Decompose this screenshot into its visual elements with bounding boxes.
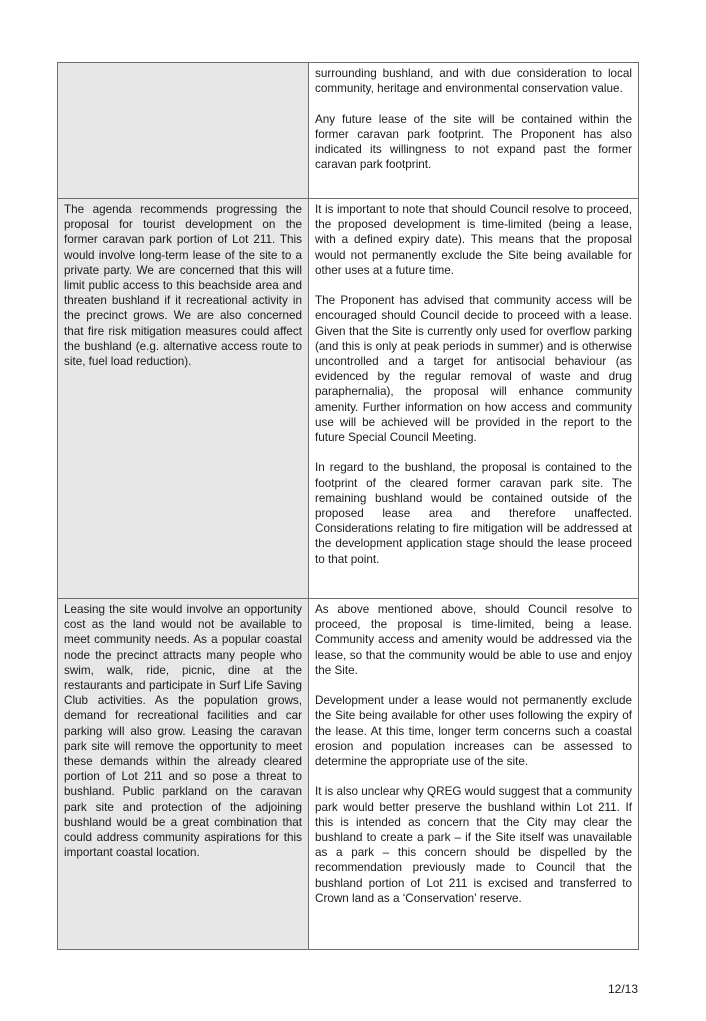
response-paragraph: Any future lease of the site will be contained within the former caravan park footprint. The Proponent has also indicated its willingness to not expand past the former caravan park footprint.	[315, 112, 632, 172]
response-paragraph: As above mentioned above, should Council resolve to proceed, the proposal is time-limited, being a lease. Community access and amenity would be addressed via the lease, so that the community would be able to use and enjoy the Site.	[315, 603, 632, 677]
comment-paragraph: Leasing the site would involve an opportunity cost as the land would not be available to meet community needs. As a popular coastal node the precinct attracts many people who swim, walk, ride, picnic, dine at the restaurants and participate in Surf Life Saving Club activities. As the population grows, demand for recreational facilities and car parking will also grow. Leasing the caravan park site will remove the opportunity to meet these demands within the already cleared portion of Lot 211 and so pose a threat to bushland. Public parkland on the caravan park site and protection of the adjoining bushland would be a great combination that could address community aspirations for this important coastal location.	[64, 603, 302, 860]
comment-cell	[58, 199, 309, 599]
table-row	[58, 199, 639, 599]
table-row	[58, 599, 639, 950]
comment-cell-empty	[58, 63, 309, 199]
comment-cell	[58, 599, 309, 950]
response-paragraph: The Proponent has advised that community access will be encouraged should Council decide to proceed with a lease. Given that the Site is currently only used for overflow parking (and this is only at peak periods in summer) and is otherwise uncontrolled and a target for antisocial behaviour (as evidenced by the regular removal of waste and drug paraphernalia), the proposal will enhance community amenity. Further information on how access and community use will be achieved will be provided in the report to the future Special Council Meeting.	[315, 294, 632, 445]
response-paragraph: It is also unclear why QREG would suggest that a community park would better preserve the bushland within Lot 211. If this is intended as concern that the City may clear the bushland to create a park – if the Site itself was unavailable as a park – this concern should be dispelled by the recommendation previously made to Council that the bushland portion of Lot 211 is excised and transferred to Crown land as a ‘Conservation’ reserve.	[315, 785, 632, 905]
response-paragraph: In regard to the bushland, the proposal is contained to the footprint of the cleared former caravan park site. The remaining bushland would be contained outside of the proposed lease area and therefore unaffected. Considerations relating to fire mitigation will be addressed at the development application stage should the lease proceed to that point.	[315, 461, 632, 566]
response-cell	[309, 63, 639, 199]
response-paragraph: surrounding bushland, and with due consideration to local community, heritage and environmental conservation value.	[315, 67, 632, 96]
response-cell	[309, 199, 639, 599]
response-cell	[309, 599, 639, 950]
comment-response-table	[57, 62, 639, 950]
table-row	[58, 63, 639, 199]
response-paragraph: It is important to note that should Council resolve to proceed, the proposed development is time-limited (being a lease, with a defined expiry date). This means that the proposal would not permanently exclude the Site being available for other uses at a future time.	[315, 203, 632, 277]
page-number: 12/13	[607, 982, 638, 996]
response-paragraph: Development under a lease would not permanently exclude the Site being available for other uses following the expiry of the lease. At this time, longer term concerns such a coastal erosion and population increases can be assessed to determine the appropriate use of the site.	[315, 694, 632, 769]
comment-paragraph: The agenda recommends progressing the proposal for tourist development on the former caravan park portion of Lot 211. This would involve long-term lease of the site to a private party. We are concerned that this will limit public access to this beachside area and threaten bushland if it recreational activity in the precinct grows. We are also concerned that fire risk mitigation measures could affect the bushland (e.g. alternative access route to site, fuel load reduction).	[64, 203, 302, 369]
